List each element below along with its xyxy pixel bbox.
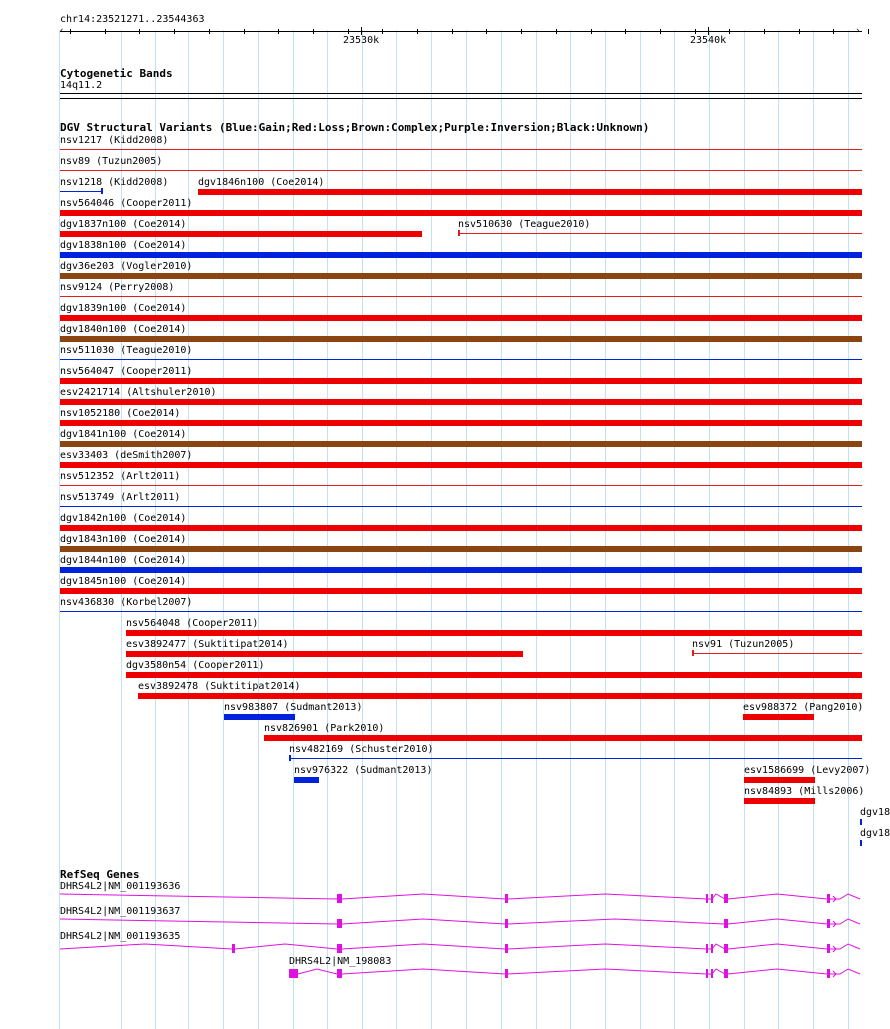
variant-label: dgv1844n100 (Coe2014): [60, 555, 187, 566]
variant-bar[interactable]: [60, 567, 862, 573]
ruler-minor-tick: [660, 29, 661, 34]
variant-label: esv2421714 (Altshuler2010): [60, 387, 217, 398]
variant-bar[interactable]: [60, 210, 862, 216]
variant-line[interactable]: [60, 191, 102, 192]
ruler-minor-tick: [729, 29, 730, 34]
variant-bar[interactable]: [744, 777, 815, 783]
variant-label: nsv513749 (Arlt2011): [60, 492, 181, 503]
variant-label: nsv1218 (Kidd2008): [60, 177, 169, 188]
variant-label: nsv511030 (Teague2010): [60, 345, 193, 356]
cytoband-track-title[interactable]: Cytogenetic Bands: [60, 67, 173, 80]
variant-end-tick: [101, 188, 103, 194]
gene-label: DHRS4L2|NM_001193636: [60, 881, 181, 892]
variant-label: nsv512352 (Arlt2011): [60, 471, 181, 482]
variant-bar[interactable]: [60, 378, 862, 384]
variant-bar[interactable]: [60, 252, 862, 258]
variant-label: dgv3580n54 (Cooper2011): [126, 660, 265, 671]
variant-bar[interactable]: [224, 714, 295, 720]
variant-end-tick: [692, 650, 694, 656]
ruler-minor-tick: [70, 29, 71, 34]
ruler-major-tick: [708, 27, 709, 35]
variant-label: dgv1845n100 (Coe2014): [60, 576, 187, 587]
variant-bar[interactable]: [60, 546, 862, 552]
variant-line[interactable]: [692, 653, 862, 654]
cytoband-label: 14q11.2: [60, 80, 103, 91]
variant-label: dgv36e203 (Vogler2010): [60, 261, 193, 272]
variant-bar[interactable]: [60, 420, 862, 426]
variant-label: nsv1217 (Kidd2008): [60, 135, 169, 146]
variant-label: dgv18: [860, 807, 890, 818]
variant-bar[interactable]: [60, 336, 862, 342]
variant-bar[interactable]: [744, 798, 815, 804]
ruler-minor-tick: [591, 29, 592, 34]
variant-label: nsv564047 (Cooper2011): [60, 366, 193, 377]
variant-label: dgv1842n100 (Coe2014): [60, 513, 187, 524]
variant-label: dgv1838n100 (Coe2014): [60, 240, 187, 251]
ruler-minor-tick: [764, 29, 765, 34]
variant-label: dgv1837n100 (Coe2014): [60, 219, 187, 230]
variant-bar[interactable]: [60, 273, 862, 279]
variant-bar[interactable]: [60, 525, 862, 531]
ruler-tick-label: 23540k: [690, 35, 727, 46]
cytoband-line[interactable]: [60, 93, 862, 94]
variant-line[interactable]: [60, 149, 862, 150]
variant-label: nsv976322 (Sudmant2013): [294, 765, 433, 776]
ruler-minor-tick: [348, 29, 349, 34]
ruler-minor-tick: [417, 29, 418, 34]
ruler-minor-tick: [833, 29, 834, 34]
variant-bar[interactable]: [60, 462, 862, 468]
variant-label: nsv826901 (Park2010): [264, 723, 385, 734]
variant-bar[interactable]: [860, 840, 862, 846]
variant-label: nsv89 (Tuzun2005): [60, 156, 163, 167]
variant-bar[interactable]: [198, 189, 862, 195]
ruler-major-tick: [361, 27, 362, 35]
gene-label: DHRS4L2|NM_001193637: [60, 906, 181, 917]
ruler-tick-label: 23530k: [343, 35, 380, 46]
variant-label: nsv983807 (Sudmant2013): [224, 702, 363, 713]
variant-end-tick: [458, 230, 460, 236]
variant-bar[interactable]: [60, 315, 862, 321]
variant-bar[interactable]: [264, 735, 862, 741]
variant-line[interactable]: [60, 506, 862, 507]
variant-label: nsv9124 (Perry2008): [60, 282, 175, 293]
variant-label: esv3892477 (Suktitipat2014): [126, 639, 289, 650]
ruler-axis: [60, 31, 862, 32]
ruler-minor-tick: [313, 29, 314, 34]
ruler-location: chr14:23521271..23544363: [60, 14, 205, 25]
ruler-minor-tick: [209, 29, 210, 34]
variant-bar[interactable]: [126, 672, 862, 678]
variant-label: nsv482169 (Schuster2010): [289, 744, 434, 755]
dgv-track-title[interactable]: DGV Structural Variants (Blue:Gain;Red:Loss;Brown:Complex;Purple:Inversion;Black:Unknown): [60, 121, 650, 134]
variant-label: dgv1846n100 (Coe2014): [198, 177, 325, 188]
variant-label: dgv1843n100 (Coe2014): [60, 534, 187, 545]
ruler-minor-tick: [382, 29, 383, 34]
variant-line[interactable]: [60, 359, 862, 360]
gene-label: DHRS4L2|NM_001193635: [60, 931, 181, 942]
variant-label: nsv564048 (Cooper2011): [126, 618, 259, 629]
variant-label: nsv510630 (Teague2010): [458, 219, 591, 230]
ruler-minor-tick: [521, 29, 522, 34]
variant-line[interactable]: [60, 485, 862, 486]
variant-label: dgv18: [860, 828, 890, 839]
variant-label: esv1586699 (Levy2007): [744, 765, 871, 776]
ruler-minor-tick: [452, 29, 453, 34]
variant-bar[interactable]: [294, 777, 319, 783]
variant-bar[interactable]: [60, 441, 862, 447]
ruler-minor-tick: [868, 29, 869, 34]
variant-label: nsv84893 (Mills2006): [744, 786, 865, 797]
variant-bar[interactable]: [60, 588, 862, 594]
variant-bar[interactable]: [138, 693, 862, 699]
variant-label: dgv1840n100 (Coe2014): [60, 324, 187, 335]
variant-line[interactable]: [60, 170, 862, 171]
ruler-arrow-right: ›: [855, 26, 861, 36]
refseq-track-title[interactable]: RefSeq Genes: [60, 868, 140, 881]
variant-line[interactable]: [60, 296, 862, 297]
variant-line[interactable]: [458, 233, 862, 234]
ruler-minor-tick: [139, 29, 140, 34]
variant-label: nsv436830 (Korbel2007): [60, 597, 193, 608]
gene-model[interactable]: [0, 960, 890, 990]
ruler-minor-tick: [625, 29, 626, 34]
variant-bar[interactable]: [60, 399, 862, 405]
variant-label: dgv1839n100 (Coe2014): [60, 303, 187, 314]
variant-line[interactable]: [289, 758, 862, 759]
variant-label: nsv564046 (Cooper2011): [60, 198, 193, 209]
variant-label: dgv1841n100 (Coe2014): [60, 429, 187, 440]
variant-bar[interactable]: [860, 819, 862, 825]
variant-end-tick: [289, 755, 291, 761]
variant-bar[interactable]: [126, 630, 862, 636]
ruler-minor-tick: [556, 29, 557, 34]
variant-label: esv3892478 (Suktitipat2014): [138, 681, 301, 692]
ruler-minor-tick: [174, 29, 175, 34]
ruler-minor-tick: [695, 29, 696, 34]
variant-label: nsv91 (Tuzun2005): [692, 639, 795, 650]
variant-bar[interactable]: [60, 231, 422, 237]
ruler-minor-tick: [105, 29, 106, 34]
variant-label: esv988372 (Pang2010): [743, 702, 864, 713]
variant-bar[interactable]: [126, 651, 523, 657]
ruler-arrow-left: ‹: [59, 26, 65, 36]
variant-label: esv33403 (deSmith2007): [60, 450, 193, 461]
cytoband-line[interactable]: [60, 98, 862, 99]
ruler-minor-tick: [486, 29, 487, 34]
ruler-minor-tick: [244, 29, 245, 34]
variant-bar[interactable]: [743, 714, 814, 720]
ruler-minor-tick: [799, 29, 800, 34]
variant-line[interactable]: [60, 611, 862, 612]
variant-label: nsv1052180 (Coe2014): [60, 408, 181, 419]
gene-label: DHRS4L2|NM_198083: [289, 956, 392, 967]
ruler-minor-tick: [278, 29, 279, 34]
